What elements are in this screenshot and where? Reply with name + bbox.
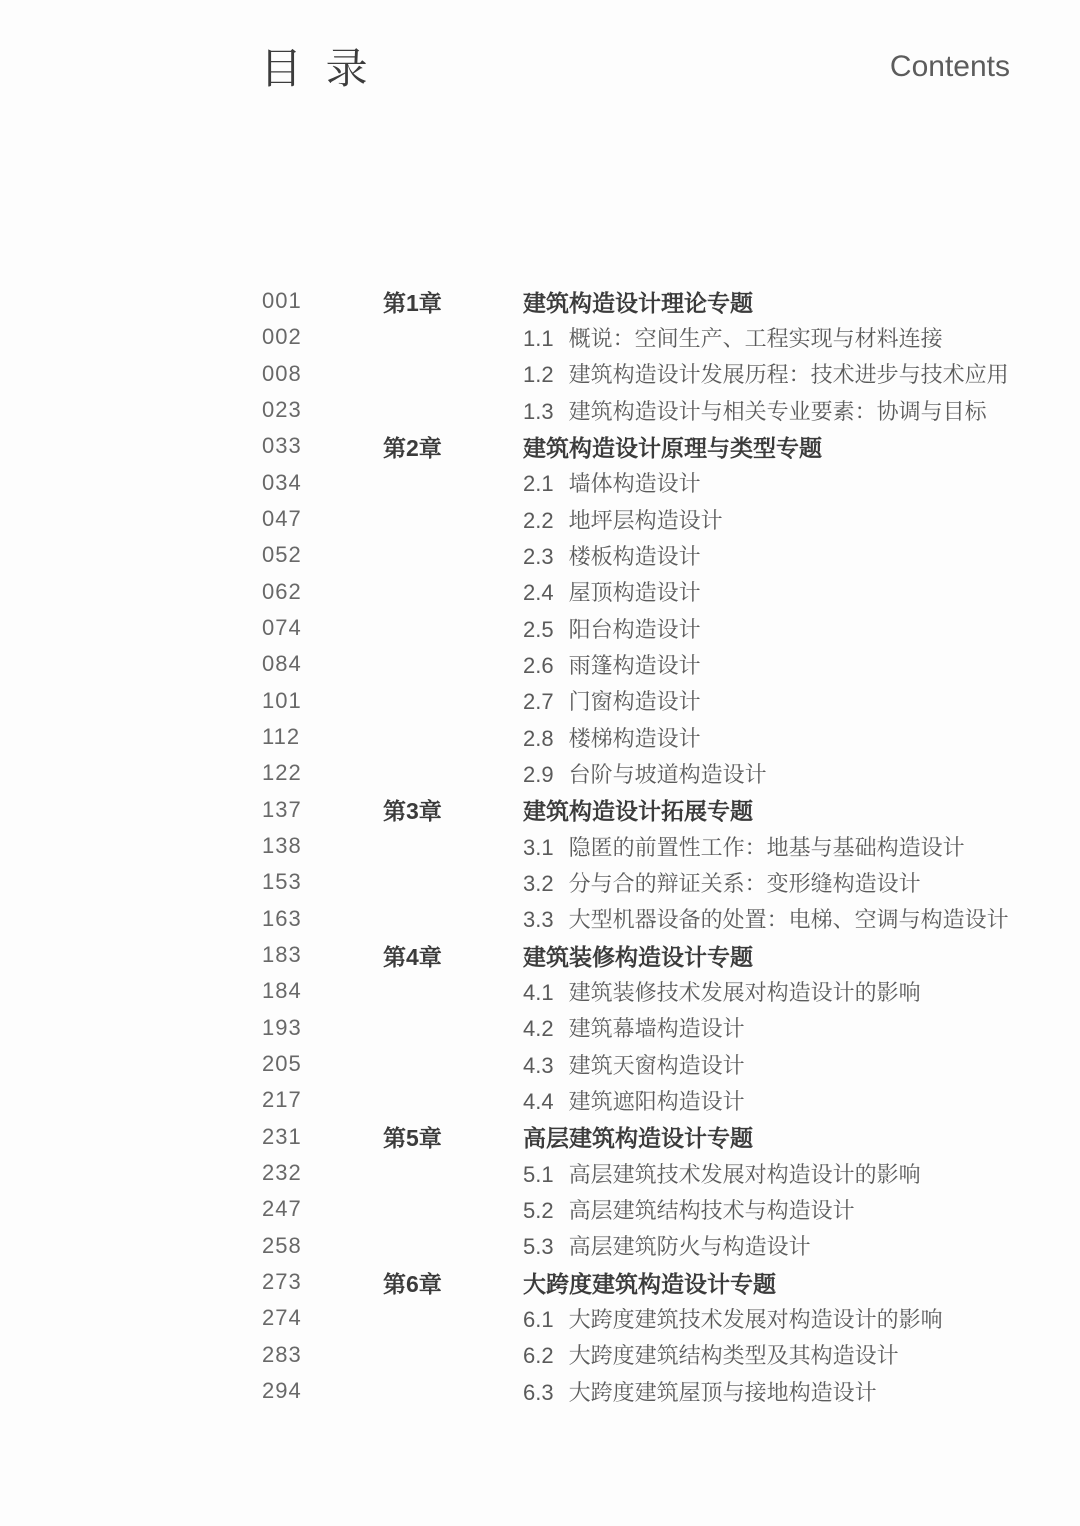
section-number: 2.6 [523, 652, 554, 678]
toc-section-row [0, 1046, 1080, 1082]
section-entry [523, 395, 1080, 426]
chapter-title: 高层建筑构造设计专题 [523, 1125, 753, 1152]
page-number: 084 [262, 651, 302, 677]
page-number: 193 [262, 1014, 302, 1040]
section-number: 2.1 [523, 471, 554, 497]
toc-section-row [0, 828, 1080, 864]
section-number: 2.4 [523, 580, 554, 606]
section-entry [523, 1376, 1080, 1407]
section-entry [523, 722, 1080, 753]
section-entry [523, 867, 1080, 898]
page-number: 122 [262, 760, 302, 786]
chapter-title: 建筑构造设计原理与类型专题 [523, 434, 822, 461]
toc-chapter-row [0, 283, 1080, 319]
page-number: 231 [262, 1123, 302, 1149]
section-title: 高层建筑结构技术与构造设计 [568, 1197, 855, 1223]
toc-chapter-row [0, 792, 1080, 828]
section-title: 建筑遮阳构造设计 [568, 1088, 745, 1114]
page-number: 137 [262, 796, 302, 822]
section-title: 建筑构造设计发展历程：技术进步与技术应用 [568, 362, 1009, 388]
section-title: 雨篷构造设计 [568, 652, 701, 678]
toc-section-row [0, 683, 1080, 719]
section-number: 1.3 [523, 398, 554, 424]
page-number: 273 [262, 1269, 302, 1295]
section-entry [523, 1194, 1080, 1225]
toc-chapter-row [0, 1119, 1080, 1155]
page-number: 163 [262, 905, 302, 931]
toc-section-row [0, 319, 1080, 355]
toc-section-row [0, 1300, 1080, 1336]
toc-section-row [0, 537, 1080, 573]
section-title: 楼板构造设计 [568, 543, 701, 569]
section-entry [523, 504, 1080, 535]
section-title: 门窗构造设计 [568, 689, 701, 715]
section-title: 阳台构造设计 [568, 616, 701, 642]
section-number: 2.5 [523, 616, 554, 642]
chapter-title: 大跨度建筑构造设计专题 [523, 1270, 776, 1297]
section-number: 4.4 [523, 1088, 554, 1114]
toc-section-row [0, 1191, 1080, 1227]
toc-section-row [0, 973, 1080, 1009]
section-title: 大跨度建筑结构类型及其构造设计 [568, 1343, 899, 1369]
section-title: 隐匿的前置性工作：地基与基础构造设计 [568, 834, 965, 860]
section-entry [523, 831, 1080, 862]
chapter-title: 建筑装修构造设计专题 [523, 943, 753, 970]
section-title: 大型机器设备的处置：电梯、空调与构造设计 [568, 907, 1009, 933]
section-entry [523, 613, 1080, 644]
section-number: 4.2 [523, 1016, 554, 1042]
section-title: 概说：空间生产、工程实现与材料连接 [568, 325, 943, 351]
section-title: 楼梯构造设计 [568, 725, 701, 751]
toc-section-row [0, 1337, 1080, 1373]
toc-section-row [0, 392, 1080, 428]
section-number: 3.3 [523, 907, 554, 933]
section-number: 5.1 [523, 1161, 554, 1187]
page-title: 目 录 [260, 45, 374, 92]
toc-section-row [0, 1373, 1080, 1409]
section-entry [523, 1230, 1080, 1261]
section-entry [523, 1303, 1080, 1334]
section-title: 建筑天窗构造设计 [568, 1052, 745, 1078]
section-title: 建筑构造设计与相关专业要素：协调与目标 [568, 398, 987, 424]
section-title: 屋顶构造设计 [568, 580, 701, 606]
page-number: 034 [262, 469, 302, 495]
toc-section-row [0, 719, 1080, 755]
section-title: 高层建筑技术发展对构造设计的影响 [568, 1161, 921, 1187]
section-entry [523, 649, 1080, 680]
toc-section-row [0, 501, 1080, 537]
chapter-label: 第6章 [383, 1270, 442, 1297]
toc-list [0, 283, 1080, 1409]
toc-section-row [0, 755, 1080, 791]
toc-section-row [0, 465, 1080, 501]
page-number: 258 [262, 1232, 302, 1258]
page-number: 033 [262, 433, 302, 459]
chapter-label: 第3章 [383, 798, 442, 825]
page-number: 001 [262, 288, 302, 314]
page-number: 283 [262, 1341, 302, 1367]
section-entry [523, 1339, 1080, 1370]
section-entry [523, 685, 1080, 716]
chapter-title: 建筑构造设计拓展专题 [523, 798, 753, 825]
page-number: 138 [262, 833, 302, 859]
section-number: 5.2 [523, 1197, 554, 1223]
toc-section-row [0, 1082, 1080, 1118]
toc-section-row [0, 1155, 1080, 1191]
section-entry [523, 576, 1080, 607]
section-title: 建筑装修技术发展对构造设计的影响 [568, 979, 921, 1005]
toc-section-row [0, 356, 1080, 392]
section-entry [523, 1012, 1080, 1043]
page-number: 217 [262, 1087, 302, 1113]
section-entry [523, 1049, 1080, 1080]
section-number: 2.9 [523, 761, 554, 787]
page-number: 023 [262, 397, 302, 423]
section-number: 1.1 [523, 325, 554, 351]
chapter-label: 第1章 [383, 289, 442, 316]
section-number: 6.2 [523, 1343, 554, 1369]
toc-section-row [0, 1010, 1080, 1046]
section-number: 3.2 [523, 870, 554, 896]
toc-section-row [0, 864, 1080, 900]
chapter-label: 第5章 [383, 1125, 442, 1152]
page-title-english: Contents [889, 50, 1010, 83]
page-number: 062 [262, 578, 302, 604]
section-title: 高层建筑防火与构造设计 [568, 1234, 811, 1260]
chapter-label: 第2章 [383, 434, 442, 461]
page-number: 074 [262, 615, 302, 641]
section-number: 2.7 [523, 689, 554, 715]
section-title: 墙体构造设计 [568, 471, 701, 497]
section-entry [523, 358, 1080, 389]
section-entry [523, 903, 1080, 934]
section-title: 建筑幕墙构造设计 [568, 1016, 745, 1042]
toc-chapter-row [0, 428, 1080, 464]
section-number: 2.8 [523, 725, 554, 751]
section-title: 大跨度建筑屋顶与接地构造设计 [568, 1379, 877, 1405]
toc-section-row [0, 1228, 1080, 1264]
toc-chapter-row [0, 1264, 1080, 1300]
section-number: 4.3 [523, 1052, 554, 1078]
toc-section-row [0, 901, 1080, 937]
section-entry [523, 1158, 1080, 1189]
page-number: 008 [262, 360, 302, 386]
section-entry [523, 758, 1080, 789]
page-number: 274 [262, 1305, 302, 1331]
toc-section-row [0, 574, 1080, 610]
page-number: 247 [262, 1196, 302, 1222]
section-entry [523, 976, 1080, 1007]
page-number: 047 [262, 506, 302, 532]
page-number: 153 [262, 869, 302, 895]
section-title: 台阶与坡道构造设计 [568, 761, 767, 787]
page-number: 002 [262, 324, 302, 350]
section-number: 6.3 [523, 1379, 554, 1405]
page-number: 052 [262, 542, 302, 568]
section-number: 2.3 [523, 543, 554, 569]
toc-chapter-row [0, 937, 1080, 973]
page-number: 183 [262, 942, 302, 968]
section-number: 1.2 [523, 362, 554, 388]
section-entry [523, 322, 1080, 353]
section-number: 5.3 [523, 1234, 554, 1260]
section-number: 2.2 [523, 507, 554, 533]
section-title: 地坪层构造设计 [568, 507, 723, 533]
section-entry [523, 540, 1080, 571]
toc-section-row [0, 646, 1080, 682]
page-number: 232 [262, 1160, 302, 1186]
section-number: 3.1 [523, 834, 554, 860]
page-number: 112 [262, 724, 301, 750]
page-number: 294 [262, 1378, 302, 1403]
section-entry [523, 467, 1080, 498]
page-number: 101 [262, 687, 302, 713]
toc-section-row [0, 610, 1080, 646]
section-number: 6.1 [523, 1306, 554, 1332]
page-number: 205 [262, 1051, 302, 1077]
section-number: 4.1 [523, 979, 554, 1005]
section-entry [523, 1085, 1080, 1116]
section-title: 大跨度建筑技术发展对构造设计的影响 [568, 1306, 943, 1332]
section-title: 分与合的辩证关系：变形缝构造设计 [568, 870, 921, 896]
page-number: 184 [262, 978, 302, 1004]
chapter-title: 建筑构造设计理论专题 [523, 289, 753, 316]
chapter-label: 第4章 [383, 943, 442, 970]
